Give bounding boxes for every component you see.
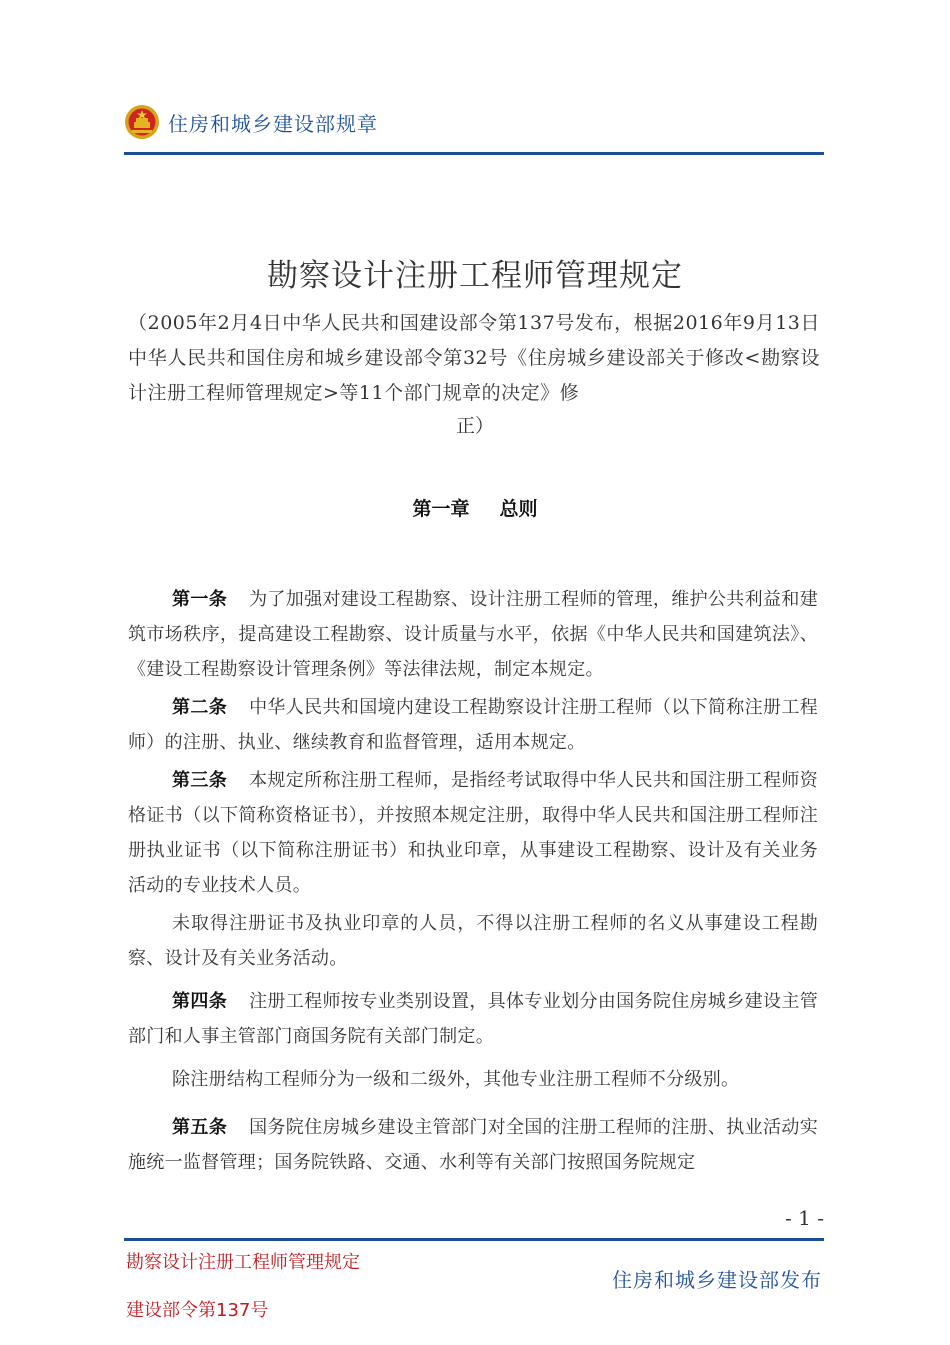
- article-paragraph: [128, 1110, 818, 1180]
- article-number: 第三条: [172, 770, 228, 791]
- footer-divider: [124, 1238, 824, 1241]
- article-paragraph: [128, 984, 818, 1054]
- article-text: 中华人民共和国境内建设工程勘察设计注册工程师（以下简称注册工程师）的注册、执业、继续教育和监督管理，适用本规定。: [128, 697, 819, 753]
- article-number: 第二条: [172, 697, 228, 718]
- chapter-number: 第一章: [412, 498, 470, 520]
- article-text: 未取得注册证书及执业印章的人员，不得以注册工程师的名义从事建设工程勘察、设计及有关业务活动。: [128, 913, 818, 969]
- article-number: 第四条: [172, 991, 228, 1012]
- chapter-heading: [0, 494, 950, 521]
- article-text: 为了加强对建设工程勘察、设计注册工程师的管理，维护公共利益和建筑市场秩序，提高建设工程勘察、设计质量与水平，依据《中华人民共和国建筑法》、《建设工程勘察设计管理条例》等法律法规，制定本规定。: [128, 589, 819, 680]
- document-title: 勘察设计注册工程师管理规定: [267, 258, 683, 294]
- footer-publisher: 住房和城乡建设部发布: [612, 1268, 822, 1292]
- document-subtitle: （2005年2月4日中华人民共和国建设部令第137号发布，根据2016年9月13日中华人民共和国住房和城乡建设部令第32号《住房城乡建设部关于修改<勘察设计注册工程师管理规定>等11个部门规章的决定》修: [128, 312, 820, 404]
- article-paragraph: [128, 582, 818, 687]
- article-paragraph: [128, 763, 818, 903]
- document-subtitle-end: 正）: [455, 415, 494, 437]
- article-text: 除注册结构工程师分为一级和二级外，其他专业注册工程师不分级别。: [172, 1069, 740, 1090]
- article-text: 本规定所称注册工程师，是指经考试取得中华人民共和国注册工程师资格证书（以下简称资格证书），并按照本规定注册，取得中华人民共和国注册工程师注册执业证书（以下简称注册证书）和执业印章，从事建设工程勘察、设计及有关业务活动的专业技术人员。: [128, 770, 819, 896]
- header-divider: [124, 152, 824, 155]
- article-number: 第五条: [172, 1117, 228, 1138]
- article-text: 国务院住房城乡建设主管部门对全国的注册工程师的注册、执业活动实施统一监督管理；国务院铁路、交通、水利等有关部门按照国务院规定: [128, 1117, 819, 1173]
- article-paragraph: [128, 906, 818, 976]
- page-header: [124, 104, 378, 140]
- article-text: 注册工程师按专业类别设置，具体专业划分由国务院住房城乡建设主管部门和人事主管部门商国务院有关部门制定。: [128, 991, 819, 1047]
- page-number: - 1 -: [785, 1206, 824, 1230]
- national-emblem-icon: [124, 104, 160, 140]
- footer-document-name: 勘察设计注册工程师管理规定: [126, 1252, 360, 1273]
- footer-order-number: 建设部令第137号: [126, 1300, 269, 1321]
- chapter-name: 总则: [499, 498, 538, 520]
- article-paragraph: [128, 1062, 818, 1097]
- article-paragraph: [128, 690, 818, 760]
- article-number: 第一条: [172, 589, 228, 610]
- header-title: 住房和城乡建设部规章: [168, 111, 378, 136]
